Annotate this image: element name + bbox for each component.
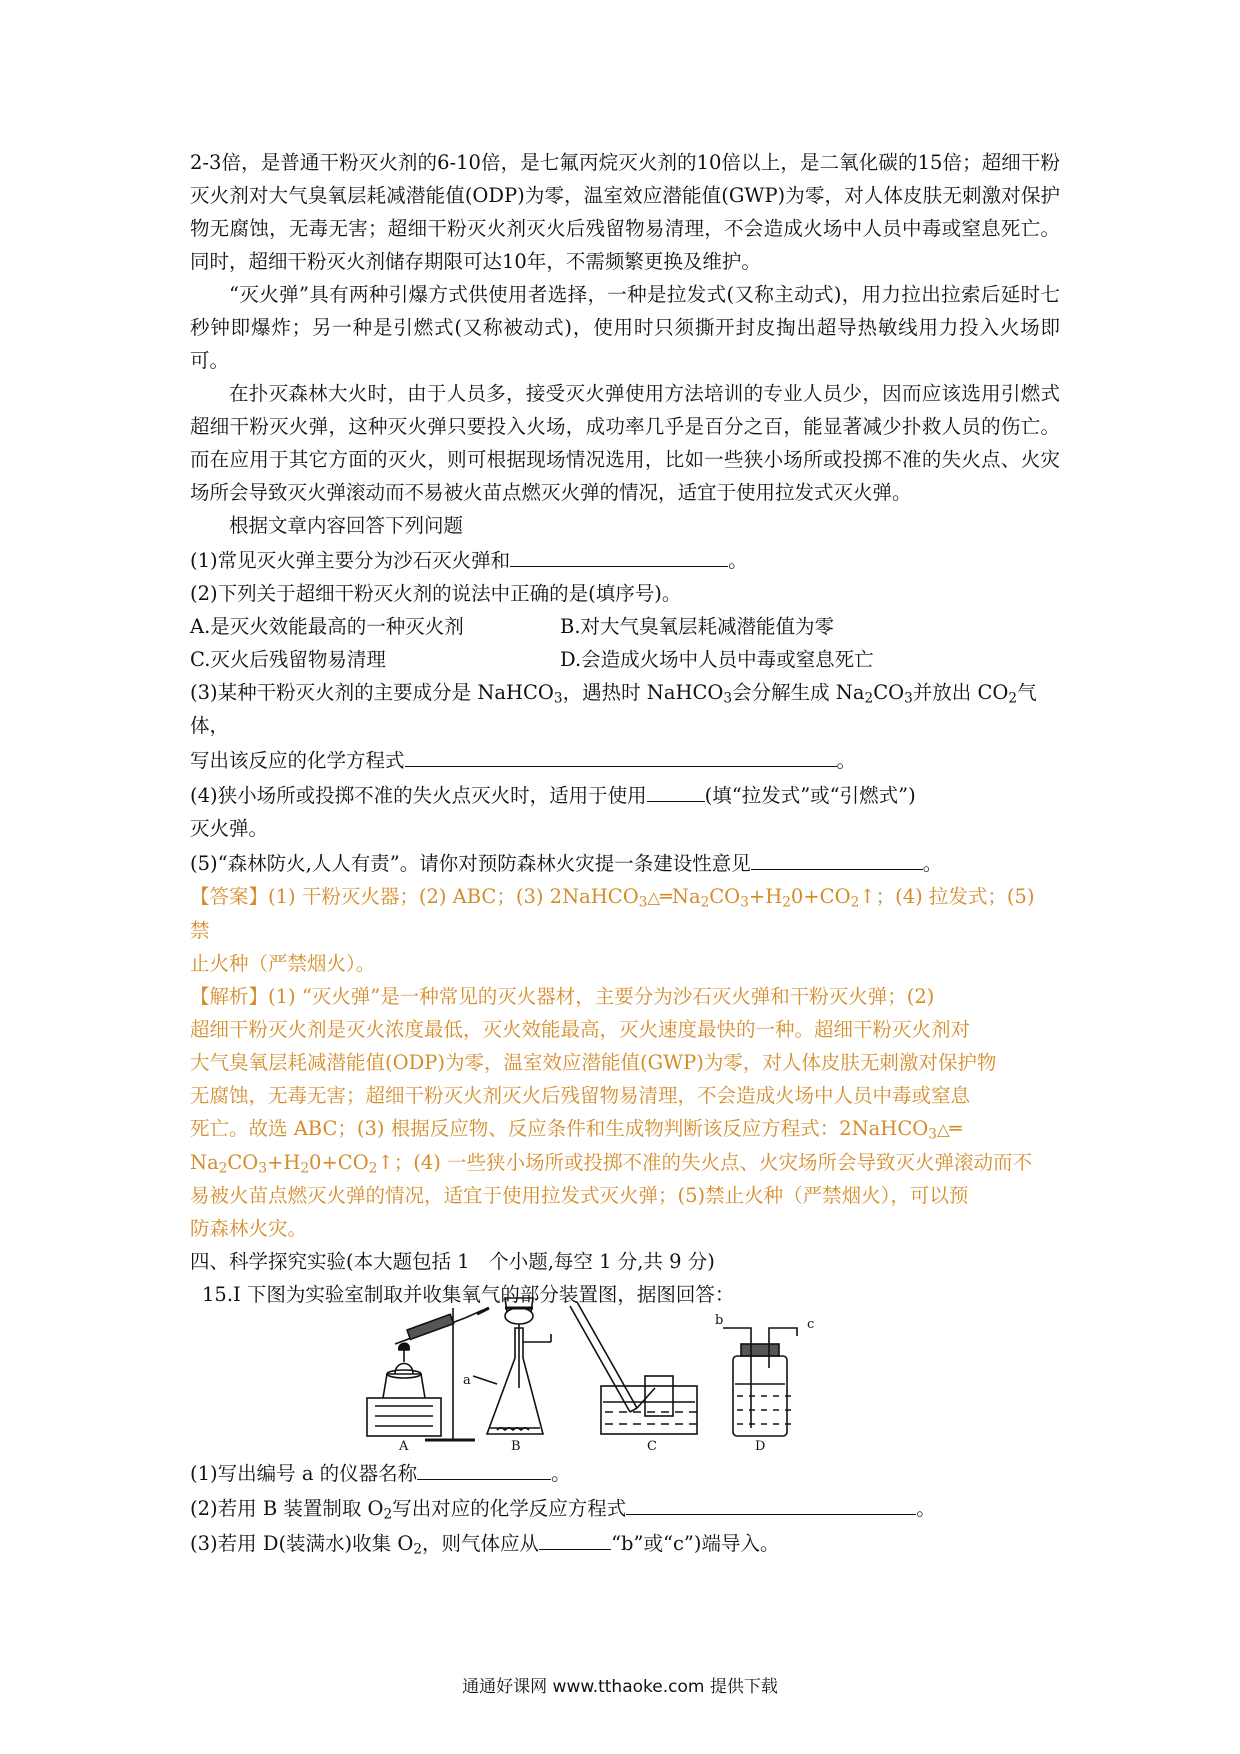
q14-5: (5)“森林防火,人人有责”。请你对预防森林火灾提一条建设性意见 。 [190, 845, 1060, 880]
analysis-line-6: $Na_2CO_3+H_20+CO_2↑$；(4) 一些狭小场所或投掷不准的失火点、火灾场所会导致灭火弹滚动而不 [190, 1151, 1033, 1177]
figure-label-a-caption: A [399, 1439, 409, 1450]
answer-blank[interactable] [626, 1490, 916, 1515]
figure-label-b-caption: B [511, 1439, 521, 1450]
option-c: C.灭火后残留物易清理 [190, 648, 386, 671]
lab-apparatus-figure [365, 1288, 875, 1450]
q14-4: (4)狭小场所或投掷不准的失火点灭火时，适用于使用 (填“拉发式”或“引燃式”) [190, 777, 1060, 812]
q14-4-cont: 灭火弹。 [190, 817, 269, 840]
analysis-line-2: 超细干粉灭火剂是灭火浓度最低，灭火效能最高，灭火速度最快的一种。超细干粉灭火剂对 [190, 1018, 971, 1041]
apparatus-b [473, 1298, 551, 1434]
heat-symbol: △ [936, 1120, 950, 1139]
answer-blank[interactable] [405, 742, 837, 767]
q15-intro: 15.I 下图为实验室制取并收集氧气的部分装置图，据图回答： [202, 1283, 735, 1306]
answer-block: 【答案】(1) 干粉灭火器；(2) ABC；(3) $2NaHCO_3\triangle═Na_2CO_3+H_20+CO_2↑$；(4) 拉发式；(5) 禁 [190, 880, 1060, 947]
q15-3: (3)若用 D(装满水)收集 $O_2$，则气体应从 “b”或“c”)端导入。 [190, 1525, 1060, 1560]
analysis-line-4: 无腐蚀，无毒无害；超细干粉灭火剂灭火后残留物易清理，不会造成火场中人员中毒或窒息 [190, 1084, 971, 1107]
figure-label-a: a [463, 1373, 471, 1388]
figure-label-d-caption: D [755, 1439, 766, 1450]
q14-2: (2)下列关于超细干粉灭火剂的说法中正确的是(填序号)。 [190, 582, 682, 605]
answer-blank[interactable] [647, 777, 705, 802]
answer-blank[interactable] [751, 845, 923, 870]
analysis-line-8: 防森林火灾。 [190, 1217, 308, 1240]
paragraph-2: “灭火弹”具有两种引爆方式供使用者选择，一种是拉发式(又称主动式)，用力拉出拉索后延时七秒钟即爆炸；另一种是引燃式(又称被动式)，使用时只须撕开封皮掏出超导热敏线用力投入火场即可。 [190, 283, 1060, 372]
q14-3-equation: 写出该反应的化学方程式 。 [190, 742, 1060, 777]
figure-label-c: c [807, 1317, 815, 1332]
paragraph-1: 2-3倍，是普通干粉灭火剂的6-10倍，是七氟丙烷灭火剂的10倍以上，是二氧化碳的15倍；超细干粉灭火剂对大气臭氧层耗减潜能值(ODP)为零，温室效应潜能值(GWP)为零，对人体皮肤无刺激对保护物无腐蚀，无毒无害；超细干粉灭火剂灭火后残留物易清理，不会造成火场中人员中毒或窒息死亡。同时，超细干粉灭火剂储存期限可达10年，不需频繁更换及维护。 [190, 151, 1060, 273]
figure-label-b: b [715, 1313, 724, 1328]
q15-1: (1)写出编号 a 的仪器名称 。 [190, 1455, 1060, 1490]
document-body [190, 146, 1060, 1311]
q14-3: (3)某种干粉灭火剂的主要成分是 NaHCO$_3$，遇热时 NaHCO$_3$会分解生成 $Na_2CO_3$并放出 $CO_2$气体， [190, 681, 1037, 737]
analysis-line-3: 大气臭氧层耗减潜能值(ODP)为零，温室效应潜能值(GWP)为零，对人体皮肤无刺激对保护物 [190, 1051, 997, 1074]
paragraph-3: 在扑灭森林大火时，由于人员多，接受灭火弹使用方法培训的专业人员少，因而应该选用引燃式超细干粉灭火弹，这种灭火弹只要投入火场，成功率几乎是百分之百，能显著减少扑救人员的伤亡。而在应用于其它方面的灭火，则可根据现场情况选用，比如一些狭小场所或投掷不准的失火点、火灾场所会导致灭火弹滚动而不易被火苗点燃灭火弹的情况，适宜于使用拉发式灭火弹。 [190, 382, 1060, 504]
q15-questions [190, 1455, 1060, 1560]
option-a: A.是灭火效能最高的一种灭火剂 [190, 615, 464, 638]
analysis-line-5: 死亡。故选 ABC；(3) 根据反应物、反应条件和生成物判断该反应方程式：2NaHCO$_3$△═ [190, 1112, 1060, 1146]
apparatus-d [723, 1328, 797, 1436]
page-footer: 通通好课网 www.tthaoke.com 提供下载 [462, 1677, 778, 1697]
analysis-line-1: 【解析】(1) “灭火弹”是一种常见的灭火器材，主要分为沙石灭火弹和干粉灭火弹；(2) [190, 985, 935, 1008]
option-b: B.对大气臭氧层耗减潜能值为零 [560, 615, 835, 638]
section-4-heading: 四、科学探究实验(本大题包括 1 个小题,每空 1 分,共 9 分) [190, 1250, 715, 1273]
answer-blank[interactable] [539, 1525, 611, 1550]
answer-blank[interactable] [417, 1455, 551, 1480]
answer-block-cont: 止火种（严禁烟火）。 [190, 952, 376, 975]
heat-symbol: △ [647, 888, 661, 907]
options-ab [190, 610, 1060, 643]
answer-blank[interactable] [510, 542, 728, 567]
figure-label-c-caption: C [647, 1439, 657, 1450]
options-cd [190, 643, 1060, 676]
q14-1: (1)常见灭火弹主要分为沙石灭火弹和 。 [190, 542, 1060, 577]
question-intro: 根据文章内容回答下列问题 [229, 514, 464, 537]
analysis-line-7: 易被火苗点燃灭火弹的情况，适宜于使用拉发式灭火弹；(5)禁止火种（严禁烟火），可以预 [190, 1184, 969, 1207]
apparatus-c [570, 1302, 697, 1434]
option-d: D.会造成火场中人员中毒或窒息死亡 [560, 648, 874, 671]
q15-2: (2)若用 B 装置制取 $O_2$写出对应的化学反应方程式 。 [190, 1490, 1060, 1525]
